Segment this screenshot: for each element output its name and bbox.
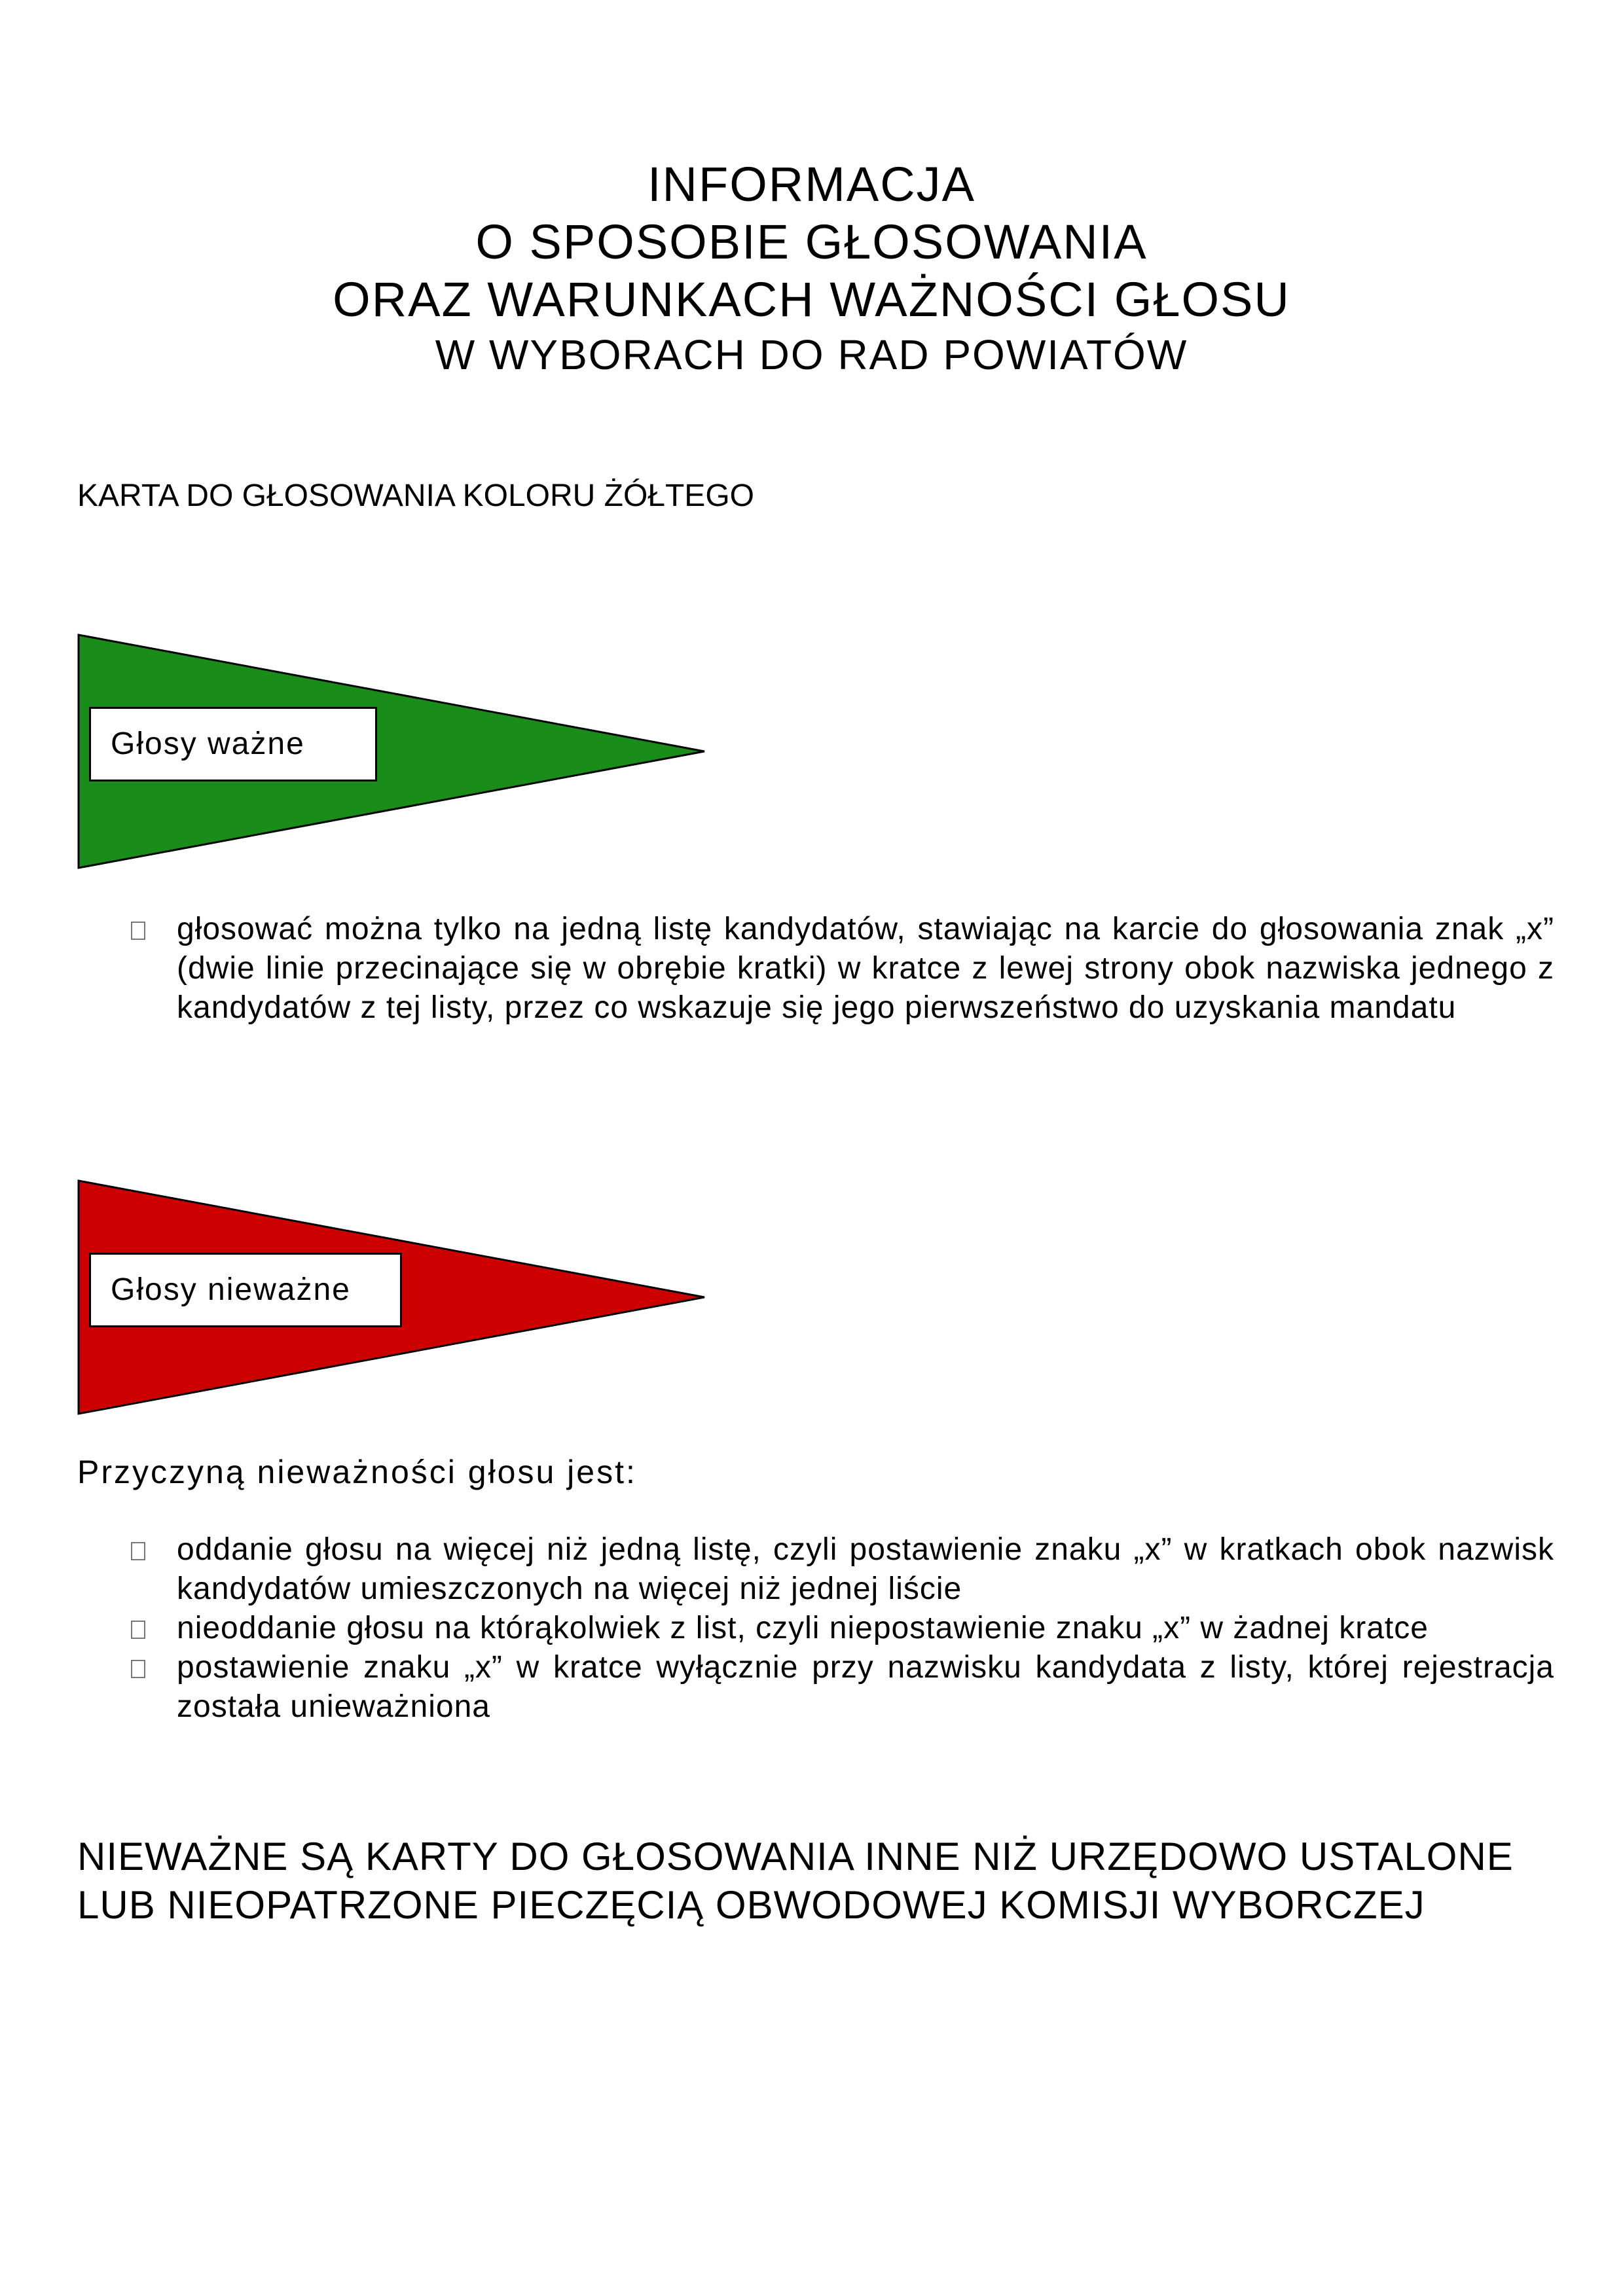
ballot-card-heading: KARTA DO GŁOSOWANIA KOLORU ŻÓŁTEGO xyxy=(77,478,754,513)
document-title xyxy=(0,156,1623,381)
invalid-cards-notice xyxy=(77,1833,1554,1929)
invalid-reason-text: postawienie znaku „x” w kratce wyłącznie przy nazwisku kandydata z listy, której rejestracja została unieważniona xyxy=(177,1650,1554,1724)
list-item xyxy=(77,910,1554,1028)
title-line-1: INFORMACJA xyxy=(647,157,976,211)
invalid-reason-text: nieoddanie głosu na którąkolwiek z list, czyli niepostawienie znaku „x” w żadnej kratce xyxy=(177,1611,1429,1645)
list-item xyxy=(77,1609,1554,1648)
bullet-box-icon xyxy=(131,922,145,940)
notice-line-2: LUB NIEOPATRZONE PIECZĘCIĄ OBWODOWEJ KOMISJI WYBORCZEJ xyxy=(77,1883,1425,1927)
notice-line-1: NIEWAŻNE SĄ KARTY DO GŁOSOWANIA INNE NIŻ URZĘDOWO USTALONE xyxy=(77,1835,1514,1878)
valid-rule-text: głosować można tylko na jedną listę kandydatów, stawiając na karcie do głosowania znak „x” (dwie linie przecinające się w obrębie kratki) w kratce z lewej strony obok nazwiska jednego z kandydatów z tej listy, przez co wskazuje się jego pierwszeństwo do uzyskania mandatu xyxy=(177,912,1554,1025)
bullet-box-icon xyxy=(131,1660,145,1678)
list-item xyxy=(77,1530,1554,1609)
title-line-4: W WYBORACH DO RAD POWIATÓW xyxy=(435,331,1188,378)
valid-votes-list xyxy=(77,910,1554,1028)
title-line-2: O SPOSOBIE GŁOSOWANIA xyxy=(475,215,1148,269)
valid-votes-label: Głosy ważne xyxy=(89,707,377,781)
title-line-3: ORAZ WARUNKACH WAŻNOŚCI GŁOSU xyxy=(333,272,1290,327)
invalid-reasons-list xyxy=(77,1530,1554,1727)
invalid-votes-pennant xyxy=(77,1179,706,1415)
invalid-votes-label: Głosy nieważne xyxy=(89,1253,402,1327)
bullet-box-icon xyxy=(131,1542,145,1560)
bullet-box-icon xyxy=(131,1621,145,1639)
invalid-reasons-heading: Przyczyną nieważności głosu jest: xyxy=(77,1454,637,1490)
invalid-reason-text: oddanie głosu na więcej niż jedną listę, czyli postawienie znaku „x” w kratkach obok nazwisk kandydatów umieszczonych na więcej niż jednej liście xyxy=(177,1532,1554,1606)
valid-votes-pennant xyxy=(77,634,706,869)
list-item xyxy=(77,1648,1554,1727)
